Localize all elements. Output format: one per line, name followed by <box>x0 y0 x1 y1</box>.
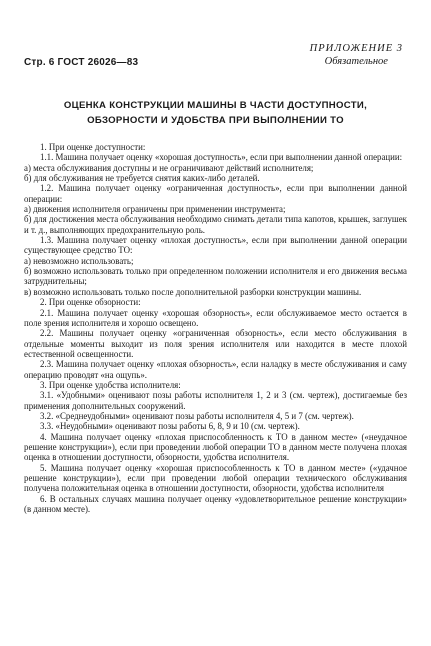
paragraph: б) возможно использовать только при определенном положении исполнителя и его движения весьма затруднительны; <box>24 266 407 287</box>
paragraph: 2.2. Машины получает оценку «ограниченная обзорность», если место обслуживания в отдельные моменты выходит из поля зрения исполнителя или находится в месте плохой естественной освещенности. <box>24 328 407 359</box>
appendix-title: ПРИЛОЖЕНИЕ 3 <box>309 43 403 54</box>
paragraph: в) возможно использовать только после дополнительной разборки конструкции машины. <box>24 286 362 297</box>
paragraph: 2.3. Машина получает оценку «плохая обзорность», если наладку в месте обслуживания и саму операцию проводят «на ощупь». <box>24 359 407 380</box>
paragraph: б) для достижения места обслуживания необходимо снимать детали типа капотов, крышек, заглушек и т. д., выполняющих предохранительную роль. <box>24 214 407 235</box>
document-title <box>24 98 407 128</box>
paragraph: 3.1. «Удобными» оценивают позы работы исполнителя 1, 2 и 3 (см. чертеж), достигаемые без применения дополнительных сооружений. <box>24 390 407 411</box>
paragraph: а) невозможно использовать; <box>24 255 134 266</box>
paragraph: 1.1. Машина получает оценку «хорошая доступность», если при выполнении данной операции: <box>40 152 403 163</box>
paragraph: 1. При оценке доступности: <box>40 142 146 152</box>
appendix-block <box>310 42 403 68</box>
paragraph: а) движения исполнителя ограничены при применении инструмента; <box>24 204 286 215</box>
paragraph: а) места обслуживания доступны и не ограничивают действий исполнителя; <box>24 162 314 173</box>
appendix-note: Обязательное <box>324 56 388 67</box>
document-body <box>24 142 407 514</box>
title-line: ОБЗОРНОСТИ И УДОБСТВА ПРИ ВЫПОЛНЕНИИ ТО <box>87 115 344 126</box>
paragraph: 2.1. Машина получает оценку «хорошая обзорность», если обслуживаемое место остается в поле зрения исполнителя и хорошо освещено. <box>24 307 407 328</box>
paragraph: 3.2. «Среднеудобными» оценивают позы работы исполнителя 4, 5 и 7 (см. чертеж). <box>40 410 354 421</box>
paragraph: б) для обслуживания не требуется снятия каких-либо деталей. <box>24 173 260 184</box>
paragraph: 4. Машина получает оценку «плохая приспособленность к ТО в данном месте» («неудачное решение конструкции»), если при проведении любой операции ТО в данном месте получена плохая оценка в отношении доступности, обзорности, удобства исполнителя. <box>24 431 407 463</box>
paragraph: 5. Машина получает оценку «хорошая приспособленность к ТО в данном месте» («удачное решение конструкции»), если при проведении любой операции технического обслуживания получена положительная оценка в отношении доступности, обзорности, удобства исполнителя <box>24 462 407 494</box>
paragraph: 2. При оценке обзорности: <box>40 297 141 308</box>
paragraph: 6. В остальных случаях машина получает оценку «удовлетворительное решение конструкции» (в данном месте). <box>24 493 407 515</box>
page-header: Стр. 6 ГОСТ 26026—83 <box>24 57 139 68</box>
title-line: ОЦЕНКА КОНСТРУКЦИИ МАШИНЫ В ЧАСТИ ДОСТУПНОСТИ, <box>63 100 368 111</box>
paragraph: 1.2. Машина получает оценку «ограниченная доступность», если при выполнении данной операции: <box>24 183 407 204</box>
paragraph: 3. При оценке удобства исполнителя: <box>40 379 181 390</box>
paragraph: 1.3. Машина получает оценку «плохая доступность», если при выполнении данной операции существующее средство ТО: <box>24 235 407 256</box>
paragraph: 3.3. «Неудобными» оценивают позы работы 6, 8, 9 и 10 (см. чертеж). <box>40 421 300 432</box>
